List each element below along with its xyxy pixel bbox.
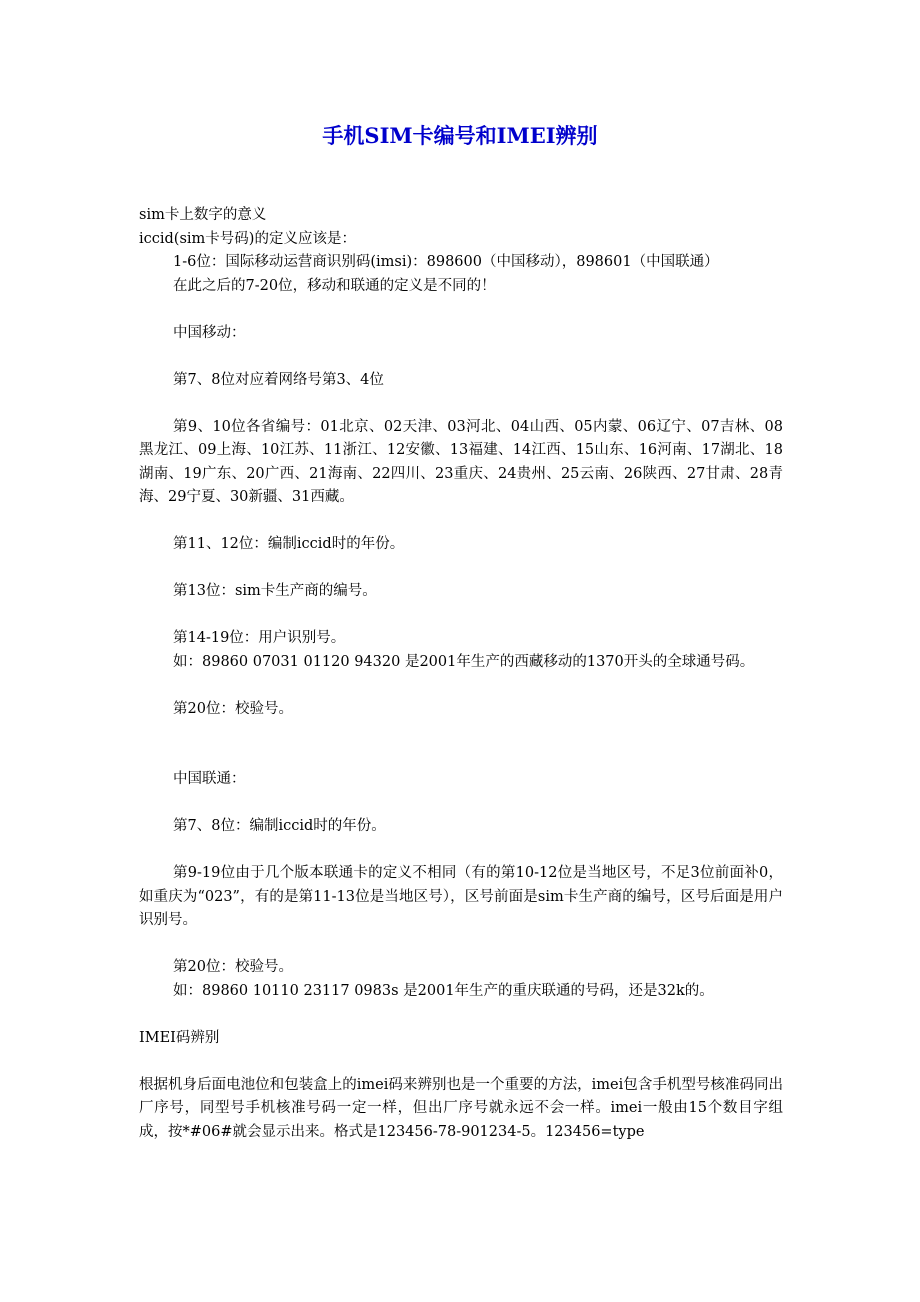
paragraph: 第14-19位：用户识别号。 xyxy=(173,630,346,646)
paragraph: 根据机身后面电池位和包装盒上的imei码来辨别也是一个重要的方法，imei包含手机型号核准码同出厂序号，同型号手机核准号码一定一样，但出厂序号就永远不会一样。imei一般由15个数目字组成，按*#06#就会显示出来。格式是123456-78-901234-5。123456=type xyxy=(139,1076,783,1140)
paragraph: 第20位：校验号。 xyxy=(173,959,293,975)
section-heading: 中国联通： xyxy=(173,771,246,787)
paragraph: iccid(sim卡号码)的定义应该是： xyxy=(139,230,356,247)
paragraph: 第13位：sim卡生产商的编号。 xyxy=(173,583,377,599)
paragraph: 如：89860 10110 23117 0983s 是2001年生产的重庆联通的号码，还是32k的。 xyxy=(173,982,714,999)
paragraph: 第7、8位对应着网络号第3、4位 xyxy=(173,371,384,388)
section-heading: 中国移动： xyxy=(173,324,246,341)
paragraph: 在此之后的7-20位，移动和联通的定义是不同的！ xyxy=(173,277,496,294)
document-body xyxy=(139,204,783,1144)
document-title: 手机SIM卡编号和IMEI辨别 xyxy=(322,123,598,148)
paragraph: 第20位：校验号。 xyxy=(173,700,293,717)
paragraph: sim卡上数字的意义 xyxy=(139,207,267,223)
section-heading: IMEI码辨别 xyxy=(139,1029,220,1046)
paragraph: 1-6位：国际移动运营商识别码(imsi)：898600（中国移动），898601（中国联通） xyxy=(173,254,719,270)
paragraph: 第9、10位各省编号：01北京、02天津、03河北、04山西、05内蒙、06辽宁、07吉林、08黑龙江、09上海、10江苏、11浙江、12安徽、13福建、14江西、15山东、16河南、17湖北、18湖南、19广东、20广西、21海南、22四川、23重庆、24贵州、25云南、26陕西、27甘肃、28青海、29宁夏、30新疆、31西藏。 xyxy=(139,418,783,505)
paragraph: 第9-19位由于几个版本联通卡的定义不相同（有的第10-12位是当地区号，不足3位前面补0，如重庆为“023”，有的是第11-13位是当地区号），区号前面是sim卡生产商的编号，区号后面是用户识别号。 xyxy=(139,865,783,928)
paragraph: 第7、8位：编制iccid时的年份。 xyxy=(173,818,386,834)
paragraph: 第11、12位：编制iccid时的年份。 xyxy=(173,536,405,552)
paragraph: 如：89860 07031 01120 94320 是2001年生产的西藏移动的1370开头的全球通号码。 xyxy=(173,653,755,670)
